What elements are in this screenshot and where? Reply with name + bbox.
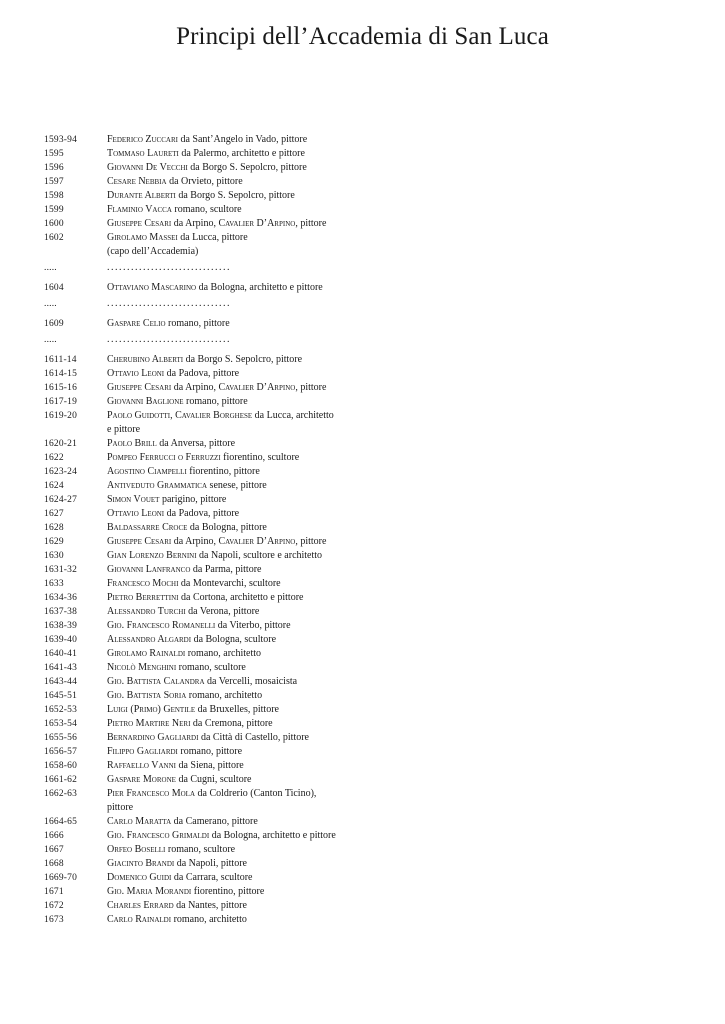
list-item	[44, 619, 344, 633]
year: 1604	[44, 283, 64, 293]
list-item	[44, 535, 344, 549]
list-item	[44, 161, 344, 175]
person-desc: da Camerano, pittore	[171, 816, 258, 827]
person-name: Ottavio Leoni	[107, 508, 165, 519]
ellipsis-dots: ...............................	[107, 262, 231, 273]
person-title: Cavalier D’Arpino	[218, 536, 296, 547]
list-item	[44, 815, 344, 829]
year: 1668	[44, 859, 64, 869]
year: 1664-65	[44, 817, 78, 827]
year: .....	[44, 335, 57, 345]
person-desc: , pittore	[295, 382, 327, 393]
entry-text	[107, 479, 337, 493]
list-item	[44, 563, 344, 577]
entry-text	[107, 605, 337, 619]
ellipsis-dots: ...............................	[107, 298, 231, 309]
person-desc: da Borgo S. Sepolcro, pittore	[187, 162, 307, 173]
list-item	[44, 759, 344, 773]
person-desc: da Cortona, architetto e pittore	[178, 592, 304, 603]
person-desc: , pittore	[295, 536, 327, 547]
year: 1600	[44, 219, 64, 229]
person-name: Pompeo Ferrucci o Ferruzzi	[107, 452, 221, 463]
year: 1637-38	[44, 607, 78, 617]
year: 1643-44	[44, 677, 78, 687]
person-desc: da Vercelli, mosaicista	[204, 676, 298, 687]
person-desc: da Verona, pittore	[185, 606, 260, 617]
entry-text	[107, 465, 337, 479]
year: 1630	[44, 551, 64, 561]
person-desc: da Bologna, architetto e pittore	[196, 282, 323, 293]
person-desc: da Napoli, pittore	[174, 858, 247, 869]
entry-text	[107, 717, 337, 731]
person-desc: da Città di Castello, pittore	[198, 732, 309, 743]
person-desc: , pittore	[295, 218, 327, 229]
year: 1645-51	[44, 691, 78, 701]
person-name: Gio. Francesco Romanelli	[107, 620, 216, 631]
list-item	[44, 703, 344, 717]
entry-text	[107, 333, 337, 347]
year: .....	[44, 299, 57, 309]
list-item	[44, 381, 344, 395]
person-name: Gio. Battista Calandra	[107, 676, 205, 687]
person-title: Cavalier D’Arpino	[218, 382, 296, 393]
entry-text	[107, 217, 337, 231]
person-name: Carlo Rainaldi	[107, 914, 172, 925]
year: 1611-14	[44, 355, 77, 365]
person-name: Agostino Ciampelli	[107, 466, 187, 477]
entry-text	[107, 381, 337, 395]
person-desc: romano, pittore	[183, 396, 248, 407]
entry-text	[107, 437, 337, 451]
person-desc: fiorentino, scultore	[220, 452, 300, 463]
entry-text	[107, 261, 337, 275]
person-desc: da Sant’Angelo in Vado, pittore	[177, 134, 308, 145]
person-desc: da Arpino,	[171, 218, 219, 229]
person-desc: romano, pittore	[165, 318, 230, 329]
year: 1595	[44, 149, 64, 159]
year: 1673	[44, 915, 64, 925]
person-desc: da Parma, pittore	[190, 564, 262, 575]
list-item	[44, 409, 344, 437]
list-item	[44, 591, 344, 605]
list-item	[44, 189, 344, 203]
separator-row	[44, 261, 344, 275]
entry-text	[107, 147, 337, 161]
person-desc: fiorentino, pittore	[186, 466, 260, 477]
list-item	[44, 689, 344, 703]
person-desc: romano, scultore	[165, 844, 236, 855]
person-name: Giacinto Brandi	[107, 858, 175, 869]
list-item	[44, 521, 344, 535]
year: 1661-62	[44, 775, 78, 785]
person-note: (capo dell’Accademia)	[107, 246, 199, 257]
person-title: Cavalier D’Arpino	[218, 218, 296, 229]
entry-text	[107, 647, 337, 661]
year: 1624	[44, 481, 64, 491]
entry-text	[107, 913, 337, 927]
person-name: Paolo Guidotti, Cavalier Borghese	[107, 410, 253, 421]
entry-text	[107, 857, 337, 871]
person-name: Giovanni De Vecchi	[107, 162, 188, 173]
person-name: Federico Zuccari	[107, 134, 178, 145]
person-name: Tommaso Laureti	[107, 148, 179, 159]
person-desc: da Lucca, pittore	[177, 232, 248, 243]
entry-text	[107, 231, 337, 259]
list-item	[44, 217, 344, 231]
person-name: Giovanni Baglione	[107, 396, 184, 407]
entry-text	[107, 549, 337, 563]
entry-text	[107, 367, 337, 381]
person-name: Alessandro Turchi	[107, 606, 186, 617]
person-desc: da Cugni, scultore	[175, 774, 252, 785]
entry-text	[107, 731, 337, 745]
person-name: Gio. Battista Soria	[107, 690, 187, 701]
year: 1615-16	[44, 383, 78, 393]
list-item	[44, 451, 344, 465]
person-name: Paolo Brill	[107, 438, 157, 449]
year: 1639-40	[44, 635, 78, 645]
person-name: Simon Vouet	[107, 494, 160, 505]
year: .....	[44, 263, 57, 273]
year: 1599	[44, 205, 64, 215]
person-desc: da Montevarchi, scultore	[178, 578, 281, 589]
year: 1629	[44, 537, 64, 547]
person-desc: da Arpino,	[171, 382, 219, 393]
entry-text	[107, 409, 337, 437]
person-name: Giuseppe Cesari	[107, 536, 172, 547]
entry-text	[107, 759, 337, 773]
person-desc: da Padova, pittore	[164, 508, 240, 519]
person-name: Gio. Francesco Grimaldi	[107, 830, 210, 841]
entry-text	[107, 451, 337, 465]
list-item	[44, 913, 344, 927]
person-desc: da Anversa, pittore	[156, 438, 236, 449]
person-name: Nicolò Menghini	[107, 662, 177, 673]
entry-text	[107, 175, 337, 189]
person-desc: da Napoli, scultore e architetto	[196, 550, 323, 561]
person-name: Luigi (Primo) Gentile	[107, 704, 196, 715]
separator-row	[44, 297, 344, 311]
person-desc: da Bologna, scultore	[191, 634, 277, 645]
entry-text	[107, 395, 337, 409]
year: 1619-20	[44, 411, 78, 421]
entry-text	[107, 353, 337, 367]
list-item	[44, 147, 344, 161]
person-desc: da Nantes, pittore	[173, 900, 247, 911]
list-item	[44, 899, 344, 913]
year: 1671	[44, 887, 64, 897]
entry-text	[107, 189, 337, 203]
year: 1593-94	[44, 135, 78, 145]
person-name: Raffaello Vanni	[107, 760, 176, 771]
person-name: Gio. Maria Morandi	[107, 886, 192, 897]
list-item	[44, 633, 344, 647]
list-item	[44, 843, 344, 857]
entry-text	[107, 899, 337, 913]
person-name: Ottavio Leoni	[107, 368, 165, 379]
list-item	[44, 661, 344, 675]
entry-text	[107, 787, 337, 815]
entry-text	[107, 633, 337, 647]
list-item	[44, 175, 344, 189]
person-name: Gaspare Celio	[107, 318, 166, 329]
person-desc: da Padova, pittore	[164, 368, 240, 379]
person-desc: romano, scultore	[176, 662, 246, 673]
entry-text	[107, 317, 337, 331]
list-item	[44, 605, 344, 619]
person-desc: da Bruxelles, pittore	[195, 704, 279, 715]
year: 1628	[44, 523, 64, 533]
list-item	[44, 507, 344, 521]
person-desc: da Borgo S. Sepolcro, pittore	[183, 354, 303, 365]
ellipsis-dots: ...............................	[107, 334, 231, 345]
person-desc: da Viterbo, pittore	[215, 620, 291, 631]
entry-text	[107, 161, 337, 175]
entry-text	[107, 675, 337, 689]
entry-text	[107, 871, 337, 885]
entry-text	[107, 773, 337, 787]
person-desc: da Carrara, scultore	[171, 872, 253, 883]
list-item	[44, 231, 344, 259]
entry-text	[107, 297, 337, 311]
person-desc: fiorentino, pittore	[191, 886, 265, 897]
list-item	[44, 367, 344, 381]
list-item	[44, 885, 344, 899]
list-item	[44, 493, 344, 507]
person-name: Pier Francesco Mola	[107, 788, 196, 799]
entry-text	[107, 829, 337, 843]
entry-text	[107, 203, 337, 217]
year: 1662-63	[44, 789, 78, 799]
list-item	[44, 395, 344, 409]
year: 1633	[44, 579, 64, 589]
year: 1666	[44, 831, 64, 841]
entry-text	[107, 493, 337, 507]
person-desc: da Bologna, architetto e pittore	[209, 830, 336, 841]
person-desc: romano, scultore	[171, 204, 242, 215]
list-item	[44, 317, 344, 331]
person-name: Orfeo Boselli	[107, 844, 166, 855]
separator-row	[44, 333, 344, 347]
person-desc: da Borgo S. Sepolcro, pittore	[175, 190, 295, 201]
person-name: Gaspare Morone	[107, 774, 176, 785]
entry-text	[107, 619, 337, 633]
list-item	[44, 857, 344, 871]
year: 1623-24	[44, 467, 78, 477]
person-desc: da Cremona, pittore	[190, 718, 273, 729]
entry-text	[107, 689, 337, 703]
year: 1638-39	[44, 621, 78, 631]
person-name: Pietro Martire Neri	[107, 718, 191, 729]
list-item	[44, 829, 344, 843]
entry-text	[107, 703, 337, 717]
entry-text	[107, 521, 337, 535]
list-item	[44, 479, 344, 493]
year: 1669-70	[44, 873, 78, 883]
year: 1624-27	[44, 495, 78, 505]
person-name: Cesare Nebbia	[107, 176, 167, 187]
year: 1672	[44, 901, 64, 911]
list-item	[44, 731, 344, 745]
year: 1652-53	[44, 705, 78, 715]
list-item	[44, 871, 344, 885]
year: 1656-57	[44, 747, 78, 757]
person-name: Cherubino Alberti	[107, 354, 184, 365]
person-name: Flaminio Vacca	[107, 204, 172, 215]
entry-text	[107, 843, 337, 857]
person-name: Giovanni Lanfranco	[107, 564, 191, 575]
year: 1622	[44, 453, 64, 463]
entry-text	[107, 591, 337, 605]
person-desc: da Bologna, pittore	[187, 522, 267, 533]
list-item	[44, 465, 344, 479]
person-desc: da Arpino,	[171, 536, 219, 547]
list-item	[44, 133, 344, 147]
list-item	[44, 675, 344, 689]
person-desc: da Palermo, architetto e pittore	[178, 148, 305, 159]
person-desc: parigino, pittore	[159, 494, 227, 505]
person-name: Giuseppe Cesari	[107, 382, 172, 393]
year: 1614-15	[44, 369, 78, 379]
person-desc: da Orvieto, pittore	[166, 176, 243, 187]
person-desc: da Lucca, architetto e pittore	[107, 410, 334, 435]
year: 1658-60	[44, 761, 78, 771]
person-desc: romano, architetto	[185, 648, 262, 659]
person-name: Ottaviano Mascarino	[107, 282, 197, 293]
entry-text	[107, 661, 337, 675]
entry-text	[107, 815, 337, 829]
list-item	[44, 787, 344, 815]
entry-text	[107, 281, 337, 295]
year: 1598	[44, 191, 64, 201]
list-item	[44, 281, 344, 295]
person-desc: romano, architetto	[186, 690, 263, 701]
person-name: Alessandro Algardi	[107, 634, 192, 645]
person-name: Durante Alberti	[107, 190, 176, 201]
year: 1627	[44, 509, 64, 519]
list-item	[44, 203, 344, 217]
list-item	[44, 745, 344, 759]
person-name: Francesco Mochi	[107, 578, 179, 589]
person-name: Pietro Berrettini	[107, 592, 179, 603]
person-name: Domenico Guidi	[107, 872, 172, 883]
person-desc: da Siena, pittore	[175, 760, 244, 771]
person-name: Carlo Maratta	[107, 816, 172, 827]
person-name: Antiveduto Grammatica	[107, 480, 208, 491]
person-name: Charles Errard	[107, 900, 174, 911]
list-item	[44, 577, 344, 591]
person-desc: romano, pittore	[177, 746, 243, 757]
person-name: Baldassarre Croce	[107, 522, 188, 533]
person-name: Gian Lorenzo Bernini	[107, 550, 197, 561]
list-item	[44, 647, 344, 661]
year: 1597	[44, 177, 64, 187]
year: 1617-19	[44, 397, 78, 407]
person-name: Girolamo Massei	[107, 232, 178, 243]
list-item	[44, 717, 344, 731]
person-desc: senese, pittore	[207, 480, 267, 491]
person-desc: romano, architetto	[171, 914, 247, 925]
person-name: Bernardino Gagliardi	[107, 732, 199, 743]
year: 1631-32	[44, 565, 78, 575]
person-name: Filippo Gagliardi	[107, 746, 178, 757]
year: 1640-41	[44, 649, 78, 659]
list-item	[44, 353, 344, 367]
entry-text	[107, 577, 337, 591]
person-desc: da Coldrerio (Canton Ticino), pittore	[107, 788, 317, 813]
year: 1653-54	[44, 719, 78, 729]
principi-list	[44, 133, 344, 927]
entry-text	[107, 563, 337, 577]
person-name: Girolamo Rainaldi	[107, 648, 186, 659]
entry-text	[107, 133, 337, 147]
year: 1634-36	[44, 593, 78, 603]
entry-text	[107, 507, 337, 521]
entry-text	[107, 745, 337, 759]
person-name: Giuseppe Cesari	[107, 218, 172, 229]
year: 1641-43	[44, 663, 78, 673]
year: 1667	[44, 845, 64, 855]
list-item	[44, 773, 344, 787]
page-title: Principi dell’Accademia di San Luca	[176, 23, 549, 50]
year: 1596	[44, 163, 64, 173]
entry-text	[107, 885, 337, 899]
list-item	[44, 549, 344, 563]
year: 1609	[44, 319, 64, 329]
year: 1602	[44, 233, 64, 243]
year: 1620-21	[44, 439, 78, 449]
list-item	[44, 437, 344, 451]
entry-text	[107, 535, 337, 549]
year: 1655-56	[44, 733, 78, 743]
